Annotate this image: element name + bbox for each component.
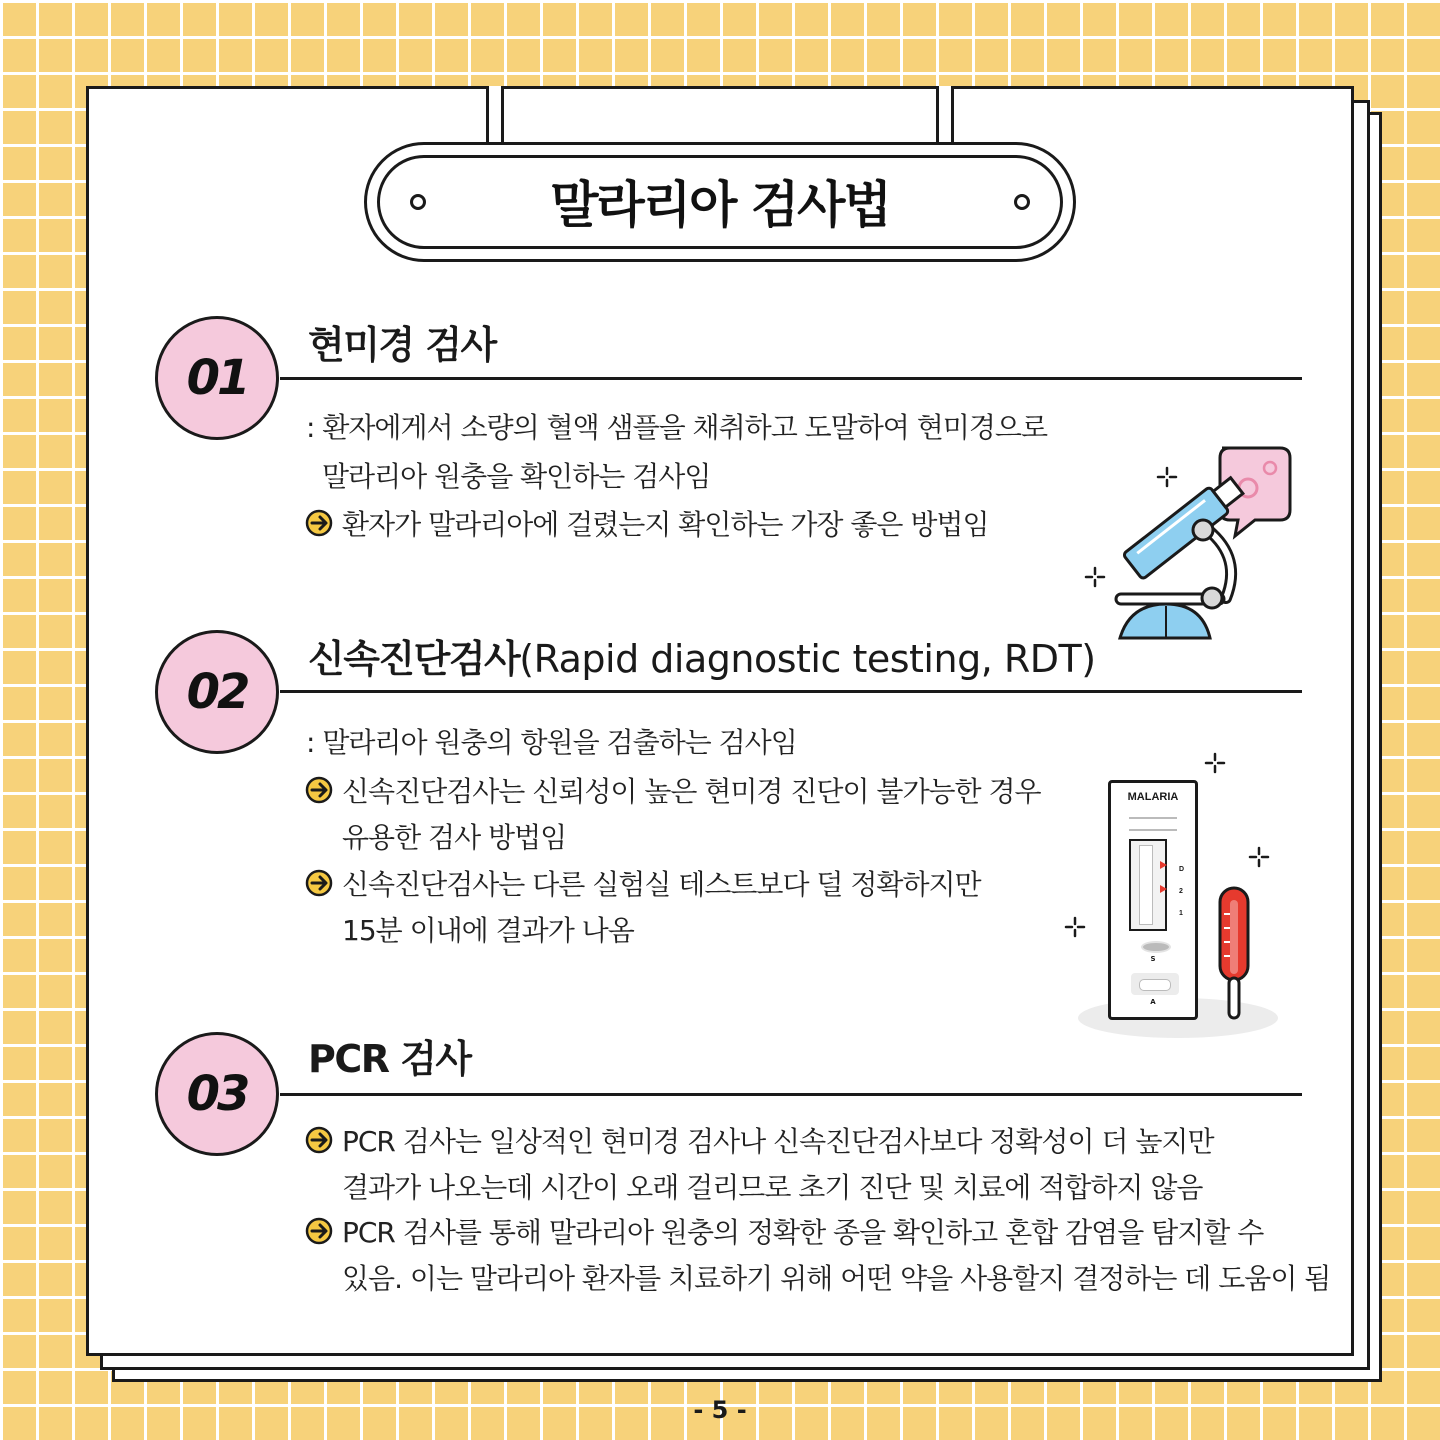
section-text-line: 있음. 이는 말라리아 환자를 치료하기 위해 어떤 약을 사용할지 결정하는 데 도움이 됨 [342, 1262, 1331, 1295]
section-divider [280, 1093, 1302, 1096]
section-number-badge: 02 [155, 630, 279, 754]
rdt-kit-stripes [1129, 817, 1177, 831]
section-title-main: 신속진단검사 [308, 637, 520, 681]
section-text-line: PCR 검사는 일상적인 현미경 검사나 신속진단검사보다 정확성이 더 높지만 [342, 1125, 1214, 1158]
section-text-line: 말라리아 원충을 확인하는 검사임 [322, 460, 711, 493]
section-title [308, 628, 1096, 683]
rdt-buffer-slot [1131, 973, 1179, 995]
rdt-line-marker [1160, 885, 1167, 893]
section-text-line: 신속진단검사는 신뢰성이 높은 현미경 진단이 불가능한 경우 [342, 775, 1041, 808]
sparkle-icon [1156, 466, 1178, 488]
section-number-badge: 01 [155, 316, 279, 440]
rdt-buffer-label: A [1150, 998, 1156, 1006]
rdt-sample-label: S [1150, 955, 1156, 963]
arrow-right-icon [304, 508, 334, 538]
microscope-illustration [1080, 440, 1310, 650]
rdt-test-kit [1108, 780, 1198, 1020]
section-text-line: 신속진단검사는 다른 실험실 테스트보다 덜 정확하지만 [342, 868, 981, 901]
section-text-line: : 환자에게서 소량의 혈액 샘플을 채취하고 도말하여 현미경으로 [306, 411, 1047, 444]
section-title-sub: (Rapid diagnostic testing, RDT) [519, 637, 1096, 681]
page-number: - 5 - [693, 1396, 747, 1424]
section-title: 현미경 검사 [308, 323, 496, 367]
rdt-kit-label: MALARIA [1127, 791, 1179, 803]
sparkle-icon [1084, 566, 1106, 588]
rdt-mark: 1 [1179, 910, 1183, 917]
section-text-line: 15분 이내에 결과가 나옴 [342, 914, 634, 947]
arrow-right-icon [304, 1125, 334, 1155]
rdt-buffer-well [1139, 979, 1171, 991]
thermometer-illustration [1216, 884, 1252, 1024]
section-text-line: 환자가 말라리아에 걸렸는지 확인하는 가장 좋은 방법임 [342, 508, 989, 541]
section-text-line: : 말라리아 원충의 항원을 검출하는 검사임 [306, 726, 797, 759]
sparkle-icon [1064, 916, 1086, 938]
section-divider [280, 377, 1302, 380]
arrow-right-icon [304, 1216, 334, 1246]
arrow-right-icon [304, 868, 334, 898]
section-divider [280, 690, 1302, 693]
rdt-result-window [1129, 839, 1167, 931]
section-title: PCR 검사 [308, 1037, 471, 1081]
section-number-badge: 03 [155, 1032, 279, 1156]
title-plate [364, 142, 1076, 262]
arrow-right-icon [304, 775, 334, 805]
section-text-line: PCR 검사를 통해 말라리아 원충의 정확한 종을 확인하고 혼합 감염을 탐지할 수 [342, 1216, 1264, 1249]
rdt-mark: D [1179, 866, 1185, 873]
rdt-line-marker [1160, 861, 1167, 869]
page-title: 말라리아 검사법 [550, 176, 890, 234]
rdt-mark: 2 [1179, 888, 1183, 895]
rdt-marks [1179, 859, 1184, 925]
sparkle-icon [1248, 846, 1270, 868]
rdt-sample-well [1141, 941, 1171, 953]
section-text-line: 유용한 검사 방법임 [342, 821, 567, 854]
section-text-line: 결과가 나오는데 시간이 오래 걸리므로 초기 진단 및 치료에 적합하지 않음 [342, 1171, 1203, 1204]
sparkle-icon [1204, 752, 1226, 774]
title-plate-border [377, 155, 1063, 249]
rdt-strip [1139, 845, 1153, 925]
